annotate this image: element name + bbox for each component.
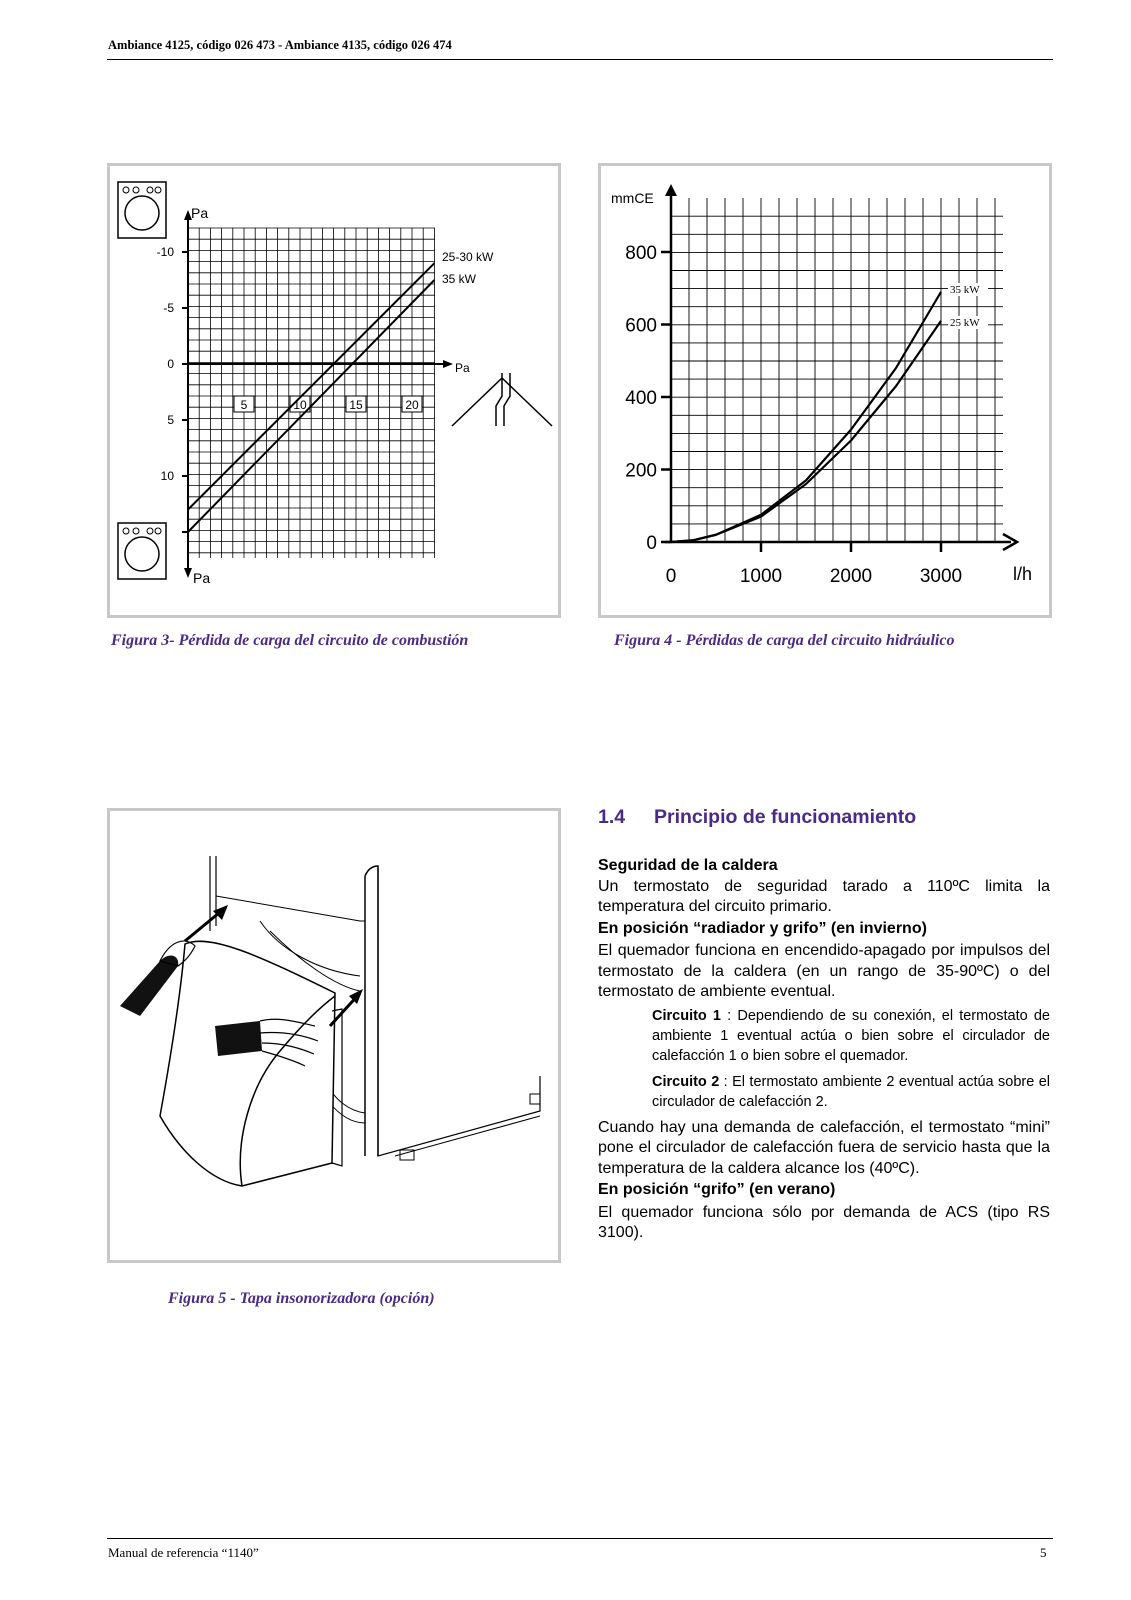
section-title: Principio de funcionamiento: [654, 806, 917, 828]
circuit-2-label: Circuito 2: [652, 1073, 720, 1090]
series-curve-2: [671, 321, 941, 542]
paragraph-safety: Un termostato de seguridad tarado a 110ºC limita la temperatura del circuito primario.: [598, 877, 1050, 915]
subheading-summer: En posición “grifo” (en verano): [598, 1181, 836, 1198]
figure-5-box: [107, 808, 561, 1263]
circuit-2-text: [652, 1072, 1050, 1112]
figure-3-chart: [110, 166, 558, 615]
y-tick-label: 600: [625, 315, 657, 337]
fig3-series-label-2: 35 kW: [442, 272, 477, 286]
circuit-1-text: [652, 1006, 1050, 1066]
fig4-y-label: mmCE: [611, 190, 654, 206]
circuit-1-label: Circuito 1: [652, 1007, 721, 1024]
x-tick-label: 20: [405, 398, 419, 412]
figure-3-box: [107, 163, 561, 618]
fig3-series-label-1: 25-30 kW: [442, 250, 494, 264]
y-tick-label: -10: [156, 245, 174, 259]
y-axis-arrow-down: [184, 568, 192, 578]
series-label-1: 35 kW: [950, 284, 980, 296]
circuit-1-desc: : Dependiendo de su conexión, el termostato de ambiente 1 eventual actúa o bien sobre el circulador de calefacción 1 o bien sobre el quemador.: [652, 1007, 1050, 1064]
page-header: Ambiance 4125, código 026 473 - Ambiance 4135, código 026 474: [108, 38, 452, 52]
y-tick-label: 0: [167, 357, 174, 371]
x-tick-label: 3000: [919, 566, 963, 587]
series-label-2: 25 kW: [950, 317, 980, 329]
footer-rule: [107, 1538, 1053, 1539]
y-tick-label: 10: [160, 469, 174, 483]
section-number: 1.4: [598, 806, 626, 828]
paragraph-summer: El quemador funciona sólo por demanda de ACS (tipo RS 3100).: [598, 1203, 1050, 1241]
figure-4-chart: [601, 166, 1049, 615]
x-tick-label: 0: [665, 566, 677, 587]
fig3-y-label-top: Pa: [191, 205, 209, 221]
boiler-icon-top: [118, 182, 166, 238]
figure-4-box: [598, 163, 1052, 618]
circuit-2-desc: : El termostato ambiente 2 eventual actúa sobre el circulador de calefacción 2.: [652, 1073, 1050, 1110]
figure-5-caption: Figura 5 - Tapa insonorizadora (opción): [168, 1290, 435, 1307]
page-number: 5: [1040, 1545, 1047, 1560]
y-tick-label: 200: [625, 460, 657, 482]
y-tick-label: 0: [646, 533, 657, 554]
footer-reference: Manual de referencia “1140”: [108, 1545, 259, 1560]
paragraph-winter: El quemador funciona en encendido-apagado por impulsos del termostato de la caldera (en un rango de 35-90ºC) o del termostato de ambiente eventual.: [598, 942, 1050, 1000]
y-tick-label: 800: [625, 243, 657, 264]
boiler-icon-bottom: [118, 523, 166, 579]
subheading-winter: En posición “radiador y grifo” (en invierno): [598, 919, 927, 937]
fig3-y-label-bottom: Pa: [193, 570, 211, 586]
subheading-safety: Seguridad de la caldera: [598, 857, 778, 874]
x-axis-arrow: [443, 360, 453, 368]
section-heading: [598, 806, 916, 829]
insulating-cover-illustration: [110, 811, 558, 1260]
y-tick-label: 5: [167, 413, 174, 427]
fig4-x-label: l/h: [1013, 564, 1033, 584]
figure-4-caption: Figura 4 - Pérdidas de carga del circuito hidráulico: [614, 632, 955, 649]
paragraph-demand: Cuando hay una demanda de calefacción, el termostato “mini” pone el circulador de calefacción fuera de servicio hasta que la temperatura de la caldera alcance los (40ºC).: [598, 1118, 1050, 1177]
fig3-x-label: Pa: [455, 361, 470, 375]
x-tick-label: 2000: [829, 566, 873, 587]
y-tick-label: -5: [163, 301, 174, 315]
chimney-icon: [452, 373, 552, 426]
header-rule: [107, 59, 1053, 60]
x-tick-label: 1000: [739, 566, 783, 587]
x-tick-label: 15: [349, 398, 363, 412]
series-curve-1: [671, 292, 941, 542]
section-body: [598, 855, 1050, 1244]
x-tick-label: 10: [293, 398, 307, 412]
y-axis-arrow: [665, 184, 677, 196]
x-tick-label: 5: [240, 398, 248, 412]
figure-3-caption: Figura 3- Pérdida de carga del circuito de combustión: [111, 632, 469, 649]
y-tick-label: 400: [625, 388, 657, 409]
